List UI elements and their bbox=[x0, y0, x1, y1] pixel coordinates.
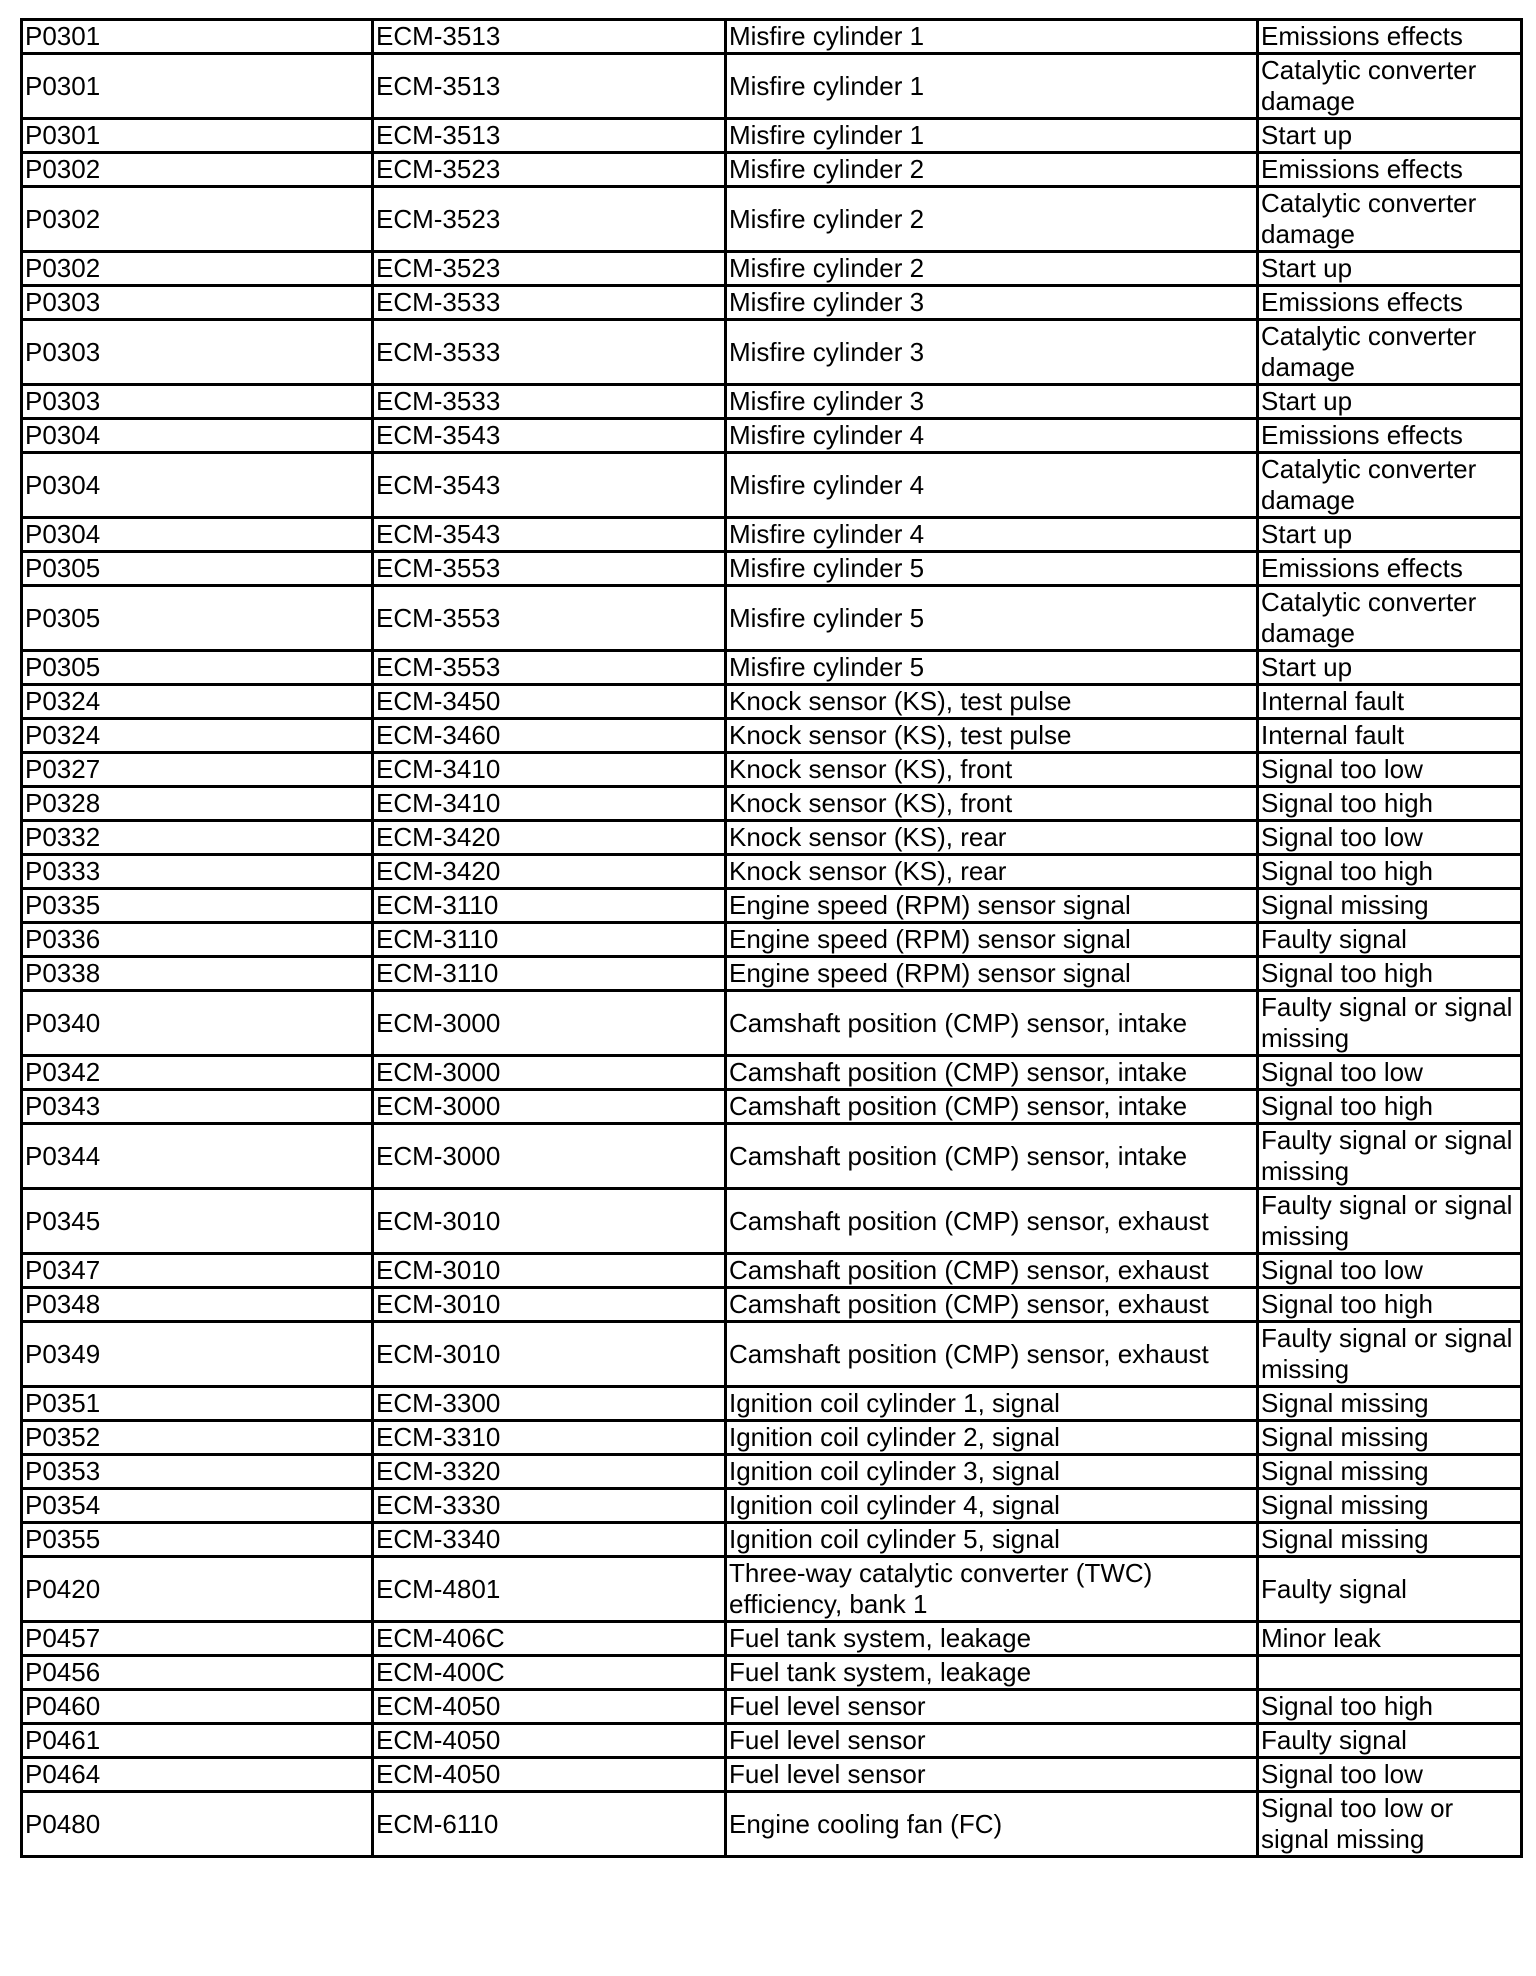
table-row bbox=[22, 320, 1522, 385]
table-row bbox=[22, 453, 1522, 518]
dtc-code-cell: P0304 bbox=[22, 419, 373, 453]
table-row bbox=[22, 1792, 1522, 1857]
component-cell: Knock sensor (KS), rear bbox=[726, 855, 1258, 889]
ecm-code-cell: ECM-3543 bbox=[373, 419, 726, 453]
ecm-code-cell: ECM-3533 bbox=[373, 286, 726, 320]
fault-type-cell: Start up bbox=[1258, 119, 1522, 153]
fault-type-cell: Signal missing bbox=[1258, 1455, 1522, 1489]
ecm-code-cell: ECM-3000 bbox=[373, 1090, 726, 1124]
dtc-code-cell: P0304 bbox=[22, 518, 373, 552]
fault-type-cell: Catalytic converter damage bbox=[1258, 187, 1522, 252]
table-row bbox=[22, 1455, 1522, 1489]
table-row bbox=[22, 719, 1522, 753]
ecm-code-cell: ECM-3010 bbox=[373, 1322, 726, 1387]
fault-type-cell: Emissions effects bbox=[1258, 153, 1522, 187]
component-cell: Camshaft position (CMP) sensor, exhaust bbox=[726, 1288, 1258, 1322]
component-cell: Camshaft position (CMP) sensor, intake bbox=[726, 1056, 1258, 1090]
table-row bbox=[22, 1189, 1522, 1254]
ecm-code-cell: ECM-6110 bbox=[373, 1792, 726, 1857]
ecm-code-cell: ECM-3553 bbox=[373, 586, 726, 651]
component-cell: Ignition coil cylinder 5, signal bbox=[726, 1523, 1258, 1557]
dtc-code-cell: P0327 bbox=[22, 753, 373, 787]
dtc-code-cell: P0353 bbox=[22, 1455, 373, 1489]
fault-type-cell: Signal missing bbox=[1258, 1421, 1522, 1455]
fault-type-cell: Internal fault bbox=[1258, 685, 1522, 719]
fault-type-cell: Emissions effects bbox=[1258, 20, 1522, 54]
component-cell: Ignition coil cylinder 4, signal bbox=[726, 1489, 1258, 1523]
fault-type-cell: Catalytic converter damage bbox=[1258, 586, 1522, 651]
ecm-code-cell: ECM-3110 bbox=[373, 889, 726, 923]
dtc-code-cell: P0305 bbox=[22, 586, 373, 651]
table-row bbox=[22, 1622, 1522, 1656]
fault-type-cell: Catalytic converter damage bbox=[1258, 453, 1522, 518]
dtc-code-cell: P0354 bbox=[22, 1489, 373, 1523]
fault-type-cell: Signal missing bbox=[1258, 1523, 1522, 1557]
ecm-code-cell: ECM-3110 bbox=[373, 957, 726, 991]
dtc-code-cell: P0347 bbox=[22, 1254, 373, 1288]
component-cell: Knock sensor (KS), test pulse bbox=[726, 685, 1258, 719]
component-cell: Engine speed (RPM) sensor signal bbox=[726, 923, 1258, 957]
component-cell: Ignition coil cylinder 1, signal bbox=[726, 1387, 1258, 1421]
fault-type-cell: Signal too high bbox=[1258, 1288, 1522, 1322]
ecm-code-cell: ECM-3533 bbox=[373, 320, 726, 385]
ecm-code-cell: ECM-3543 bbox=[373, 518, 726, 552]
ecm-code-cell: ECM-400C bbox=[373, 1656, 726, 1690]
table-row bbox=[22, 419, 1522, 453]
fault-type-cell: Signal missing bbox=[1258, 1387, 1522, 1421]
ecm-code-cell: ECM-4050 bbox=[373, 1724, 726, 1758]
dtc-code-cell: P0461 bbox=[22, 1724, 373, 1758]
ecm-code-cell: ECM-3000 bbox=[373, 1056, 726, 1090]
ecm-code-cell: ECM-3523 bbox=[373, 252, 726, 286]
fault-type-cell: Signal too low bbox=[1258, 753, 1522, 787]
component-cell: Fuel level sensor bbox=[726, 1724, 1258, 1758]
table-row bbox=[22, 855, 1522, 889]
table-row bbox=[22, 1288, 1522, 1322]
ecm-code-cell: ECM-3513 bbox=[373, 54, 726, 119]
ecm-code-cell: ECM-4050 bbox=[373, 1690, 726, 1724]
component-cell: Ignition coil cylinder 3, signal bbox=[726, 1455, 1258, 1489]
table-row bbox=[22, 119, 1522, 153]
component-cell: Misfire cylinder 2 bbox=[726, 252, 1258, 286]
table-row bbox=[22, 1124, 1522, 1189]
table-row bbox=[22, 787, 1522, 821]
dtc-code-cell: P0305 bbox=[22, 552, 373, 586]
ecm-code-cell: ECM-3310 bbox=[373, 1421, 726, 1455]
fault-type-cell: Signal missing bbox=[1258, 1489, 1522, 1523]
dtc-code-cell: P0340 bbox=[22, 991, 373, 1056]
dtc-code-cell: P0303 bbox=[22, 286, 373, 320]
table-row bbox=[22, 651, 1522, 685]
dtc-code-cell: P0349 bbox=[22, 1322, 373, 1387]
table-row bbox=[22, 1656, 1522, 1690]
component-cell: Camshaft position (CMP) sensor, exhaust bbox=[726, 1322, 1258, 1387]
ecm-code-cell: ECM-3523 bbox=[373, 153, 726, 187]
table-row bbox=[22, 1557, 1522, 1622]
fault-type-cell bbox=[1258, 1656, 1522, 1690]
ecm-code-cell: ECM-3553 bbox=[373, 651, 726, 685]
component-cell: Camshaft position (CMP) sensor, intake bbox=[726, 1124, 1258, 1189]
table-row bbox=[22, 1489, 1522, 1523]
ecm-code-cell: ECM-3543 bbox=[373, 453, 726, 518]
dtc-code-cell: P0303 bbox=[22, 385, 373, 419]
table-row bbox=[22, 991, 1522, 1056]
component-cell: Misfire cylinder 3 bbox=[726, 320, 1258, 385]
component-cell: Knock sensor (KS), front bbox=[726, 753, 1258, 787]
fault-type-cell: Faulty signal or signal missing bbox=[1258, 991, 1522, 1056]
fault-type-cell: Signal too high bbox=[1258, 1090, 1522, 1124]
dtc-code-cell: P0324 bbox=[22, 685, 373, 719]
dtc-code-cell: P0342 bbox=[22, 1056, 373, 1090]
fault-type-cell: Signal too low bbox=[1258, 1758, 1522, 1792]
component-cell: Misfire cylinder 1 bbox=[726, 119, 1258, 153]
table-row bbox=[22, 252, 1522, 286]
dtc-code-cell: P0351 bbox=[22, 1387, 373, 1421]
ecm-code-cell: ECM-3320 bbox=[373, 1455, 726, 1489]
fault-type-cell: Minor leak bbox=[1258, 1622, 1522, 1656]
fault-type-cell: Catalytic converter damage bbox=[1258, 320, 1522, 385]
component-cell: Misfire cylinder 4 bbox=[726, 453, 1258, 518]
table-row bbox=[22, 1322, 1522, 1387]
dtc-code-cell: P0336 bbox=[22, 923, 373, 957]
table-row bbox=[22, 20, 1522, 54]
ecm-code-cell: ECM-3420 bbox=[373, 821, 726, 855]
fault-type-cell: Internal fault bbox=[1258, 719, 1522, 753]
ecm-code-cell: ECM-3000 bbox=[373, 991, 726, 1056]
table-row bbox=[22, 1090, 1522, 1124]
fault-type-cell: Signal too low bbox=[1258, 821, 1522, 855]
ecm-code-cell: ECM-3330 bbox=[373, 1489, 726, 1523]
dtc-code-cell: P0355 bbox=[22, 1523, 373, 1557]
component-cell: Engine cooling fan (FC) bbox=[726, 1792, 1258, 1857]
fault-type-cell: Faulty signal bbox=[1258, 923, 1522, 957]
component-cell: Misfire cylinder 3 bbox=[726, 286, 1258, 320]
dtc-code-cell: P0305 bbox=[22, 651, 373, 685]
component-cell: Fuel tank system, leakage bbox=[726, 1622, 1258, 1656]
fault-type-cell: Faulty signal or signal missing bbox=[1258, 1322, 1522, 1387]
fault-type-cell: Signal too high bbox=[1258, 957, 1522, 991]
table-row bbox=[22, 889, 1522, 923]
table-row bbox=[22, 518, 1522, 552]
table-row bbox=[22, 821, 1522, 855]
component-cell: Misfire cylinder 2 bbox=[726, 153, 1258, 187]
fault-type-cell: Signal too high bbox=[1258, 787, 1522, 821]
table-row bbox=[22, 685, 1522, 719]
dtc-code-cell: P0302 bbox=[22, 153, 373, 187]
component-cell: Misfire cylinder 3 bbox=[726, 385, 1258, 419]
ecm-code-cell: ECM-3110 bbox=[373, 923, 726, 957]
table-row bbox=[22, 1523, 1522, 1557]
ecm-code-cell: ECM-4801 bbox=[373, 1557, 726, 1622]
component-cell: Three-way catalytic converter (TWC) efficiency, bank 1 bbox=[726, 1557, 1258, 1622]
ecm-code-cell: ECM-3010 bbox=[373, 1254, 726, 1288]
table-row bbox=[22, 1387, 1522, 1421]
fault-type-cell: Catalytic converter damage bbox=[1258, 54, 1522, 119]
component-cell: Camshaft position (CMP) sensor, exhaust bbox=[726, 1254, 1258, 1288]
fault-type-cell: Signal missing bbox=[1258, 889, 1522, 923]
table-row bbox=[22, 187, 1522, 252]
ecm-code-cell: ECM-3300 bbox=[373, 1387, 726, 1421]
component-cell: Misfire cylinder 5 bbox=[726, 586, 1258, 651]
table-row bbox=[22, 753, 1522, 787]
dtc-code-cell: P0301 bbox=[22, 20, 373, 54]
fault-type-cell: Emissions effects bbox=[1258, 419, 1522, 453]
table-row bbox=[22, 54, 1522, 119]
fault-type-cell: Signal too low bbox=[1258, 1254, 1522, 1288]
ecm-code-cell: ECM-3513 bbox=[373, 20, 726, 54]
dtc-code-cell: P0328 bbox=[22, 787, 373, 821]
table-row bbox=[22, 153, 1522, 187]
dtc-code-cell: P0301 bbox=[22, 119, 373, 153]
ecm-code-cell: ECM-3513 bbox=[373, 119, 726, 153]
component-cell: Fuel level sensor bbox=[726, 1758, 1258, 1792]
dtc-code-cell: P0335 bbox=[22, 889, 373, 923]
fault-type-cell: Faulty signal or signal missing bbox=[1258, 1189, 1522, 1254]
fault-type-cell: Emissions effects bbox=[1258, 552, 1522, 586]
fault-type-cell: Faulty signal bbox=[1258, 1724, 1522, 1758]
component-cell: Knock sensor (KS), front bbox=[726, 787, 1258, 821]
component-cell: Misfire cylinder 2 bbox=[726, 187, 1258, 252]
dtc-code-cell: P0324 bbox=[22, 719, 373, 753]
component-cell: Engine speed (RPM) sensor signal bbox=[726, 957, 1258, 991]
component-cell: Engine speed (RPM) sensor signal bbox=[726, 889, 1258, 923]
component-cell: Knock sensor (KS), test pulse bbox=[726, 719, 1258, 753]
dtc-code-cell: P0304 bbox=[22, 453, 373, 518]
fault-type-cell: Signal too low or signal missing bbox=[1258, 1792, 1522, 1857]
table-row bbox=[22, 1758, 1522, 1792]
table-row bbox=[22, 586, 1522, 651]
ecm-code-cell: ECM-3523 bbox=[373, 187, 726, 252]
component-cell: Camshaft position (CMP) sensor, exhaust bbox=[726, 1189, 1258, 1254]
fault-type-cell: Start up bbox=[1258, 385, 1522, 419]
table-row bbox=[22, 1690, 1522, 1724]
component-cell: Misfire cylinder 5 bbox=[726, 651, 1258, 685]
ecm-code-cell: ECM-3010 bbox=[373, 1189, 726, 1254]
component-cell: Misfire cylinder 4 bbox=[726, 419, 1258, 453]
component-cell: Knock sensor (KS), rear bbox=[726, 821, 1258, 855]
component-cell: Camshaft position (CMP) sensor, intake bbox=[726, 1090, 1258, 1124]
ecm-code-cell: ECM-3420 bbox=[373, 855, 726, 889]
fault-type-cell: Start up bbox=[1258, 518, 1522, 552]
fault-type-cell: Faulty signal or signal missing bbox=[1258, 1124, 1522, 1189]
dtc-code-cell: P0301 bbox=[22, 54, 373, 119]
dtc-code-cell: P0460 bbox=[22, 1690, 373, 1724]
table-row bbox=[22, 1724, 1522, 1758]
table-row bbox=[22, 552, 1522, 586]
table-row bbox=[22, 385, 1522, 419]
fault-type-cell: Signal too low bbox=[1258, 1056, 1522, 1090]
dtc-code-cell: P0456 bbox=[22, 1656, 373, 1690]
dtc-code-cell: P0302 bbox=[22, 187, 373, 252]
dtc-code-cell: P0480 bbox=[22, 1792, 373, 1857]
ecm-code-cell: ECM-3450 bbox=[373, 685, 726, 719]
dtc-code-cell: P0352 bbox=[22, 1421, 373, 1455]
dtc-code-cell: P0302 bbox=[22, 252, 373, 286]
table-row bbox=[22, 1421, 1522, 1455]
fault-type-cell: Signal too high bbox=[1258, 1690, 1522, 1724]
component-cell: Fuel level sensor bbox=[726, 1690, 1258, 1724]
fault-type-cell: Start up bbox=[1258, 252, 1522, 286]
table-row bbox=[22, 923, 1522, 957]
dtc-code-cell: P0338 bbox=[22, 957, 373, 991]
ecm-code-cell: ECM-3533 bbox=[373, 385, 726, 419]
dtc-code-cell: P0332 bbox=[22, 821, 373, 855]
fault-type-cell: Emissions effects bbox=[1258, 286, 1522, 320]
ecm-code-cell: ECM-3410 bbox=[373, 787, 726, 821]
dtc-code-cell: P0457 bbox=[22, 1622, 373, 1656]
dtc-code-cell: P0303 bbox=[22, 320, 373, 385]
dtc-code-cell: P0333 bbox=[22, 855, 373, 889]
ecm-code-cell: ECM-3340 bbox=[373, 1523, 726, 1557]
table-row bbox=[22, 1056, 1522, 1090]
table-row bbox=[22, 957, 1522, 991]
fault-type-cell: Start up bbox=[1258, 651, 1522, 685]
component-cell: Fuel tank system, leakage bbox=[726, 1656, 1258, 1690]
table-row bbox=[22, 1254, 1522, 1288]
dtc-table-body bbox=[22, 20, 1522, 1857]
ecm-code-cell: ECM-406C bbox=[373, 1622, 726, 1656]
fault-type-cell: Faulty signal bbox=[1258, 1557, 1522, 1622]
component-cell: Misfire cylinder 4 bbox=[726, 518, 1258, 552]
ecm-code-cell: ECM-4050 bbox=[373, 1758, 726, 1792]
component-cell: Misfire cylinder 5 bbox=[726, 552, 1258, 586]
component-cell: Camshaft position (CMP) sensor, intake bbox=[726, 991, 1258, 1056]
table-row bbox=[22, 286, 1522, 320]
component-cell: Misfire cylinder 1 bbox=[726, 54, 1258, 119]
component-cell: Ignition coil cylinder 2, signal bbox=[726, 1421, 1258, 1455]
ecm-code-cell: ECM-3553 bbox=[373, 552, 726, 586]
dtc-code-cell: P0345 bbox=[22, 1189, 373, 1254]
component-cell: Misfire cylinder 1 bbox=[726, 20, 1258, 54]
dtc-code-cell: P0343 bbox=[22, 1090, 373, 1124]
dtc-table bbox=[20, 18, 1523, 1858]
ecm-code-cell: ECM-3000 bbox=[373, 1124, 726, 1189]
ecm-code-cell: ECM-3010 bbox=[373, 1288, 726, 1322]
dtc-code-cell: P0464 bbox=[22, 1758, 373, 1792]
dtc-code-cell: P0420 bbox=[22, 1557, 373, 1622]
fault-type-cell: Signal too high bbox=[1258, 855, 1522, 889]
ecm-code-cell: ECM-3410 bbox=[373, 753, 726, 787]
dtc-code-cell: P0348 bbox=[22, 1288, 373, 1322]
dtc-code-cell: P0344 bbox=[22, 1124, 373, 1189]
ecm-code-cell: ECM-3460 bbox=[373, 719, 726, 753]
